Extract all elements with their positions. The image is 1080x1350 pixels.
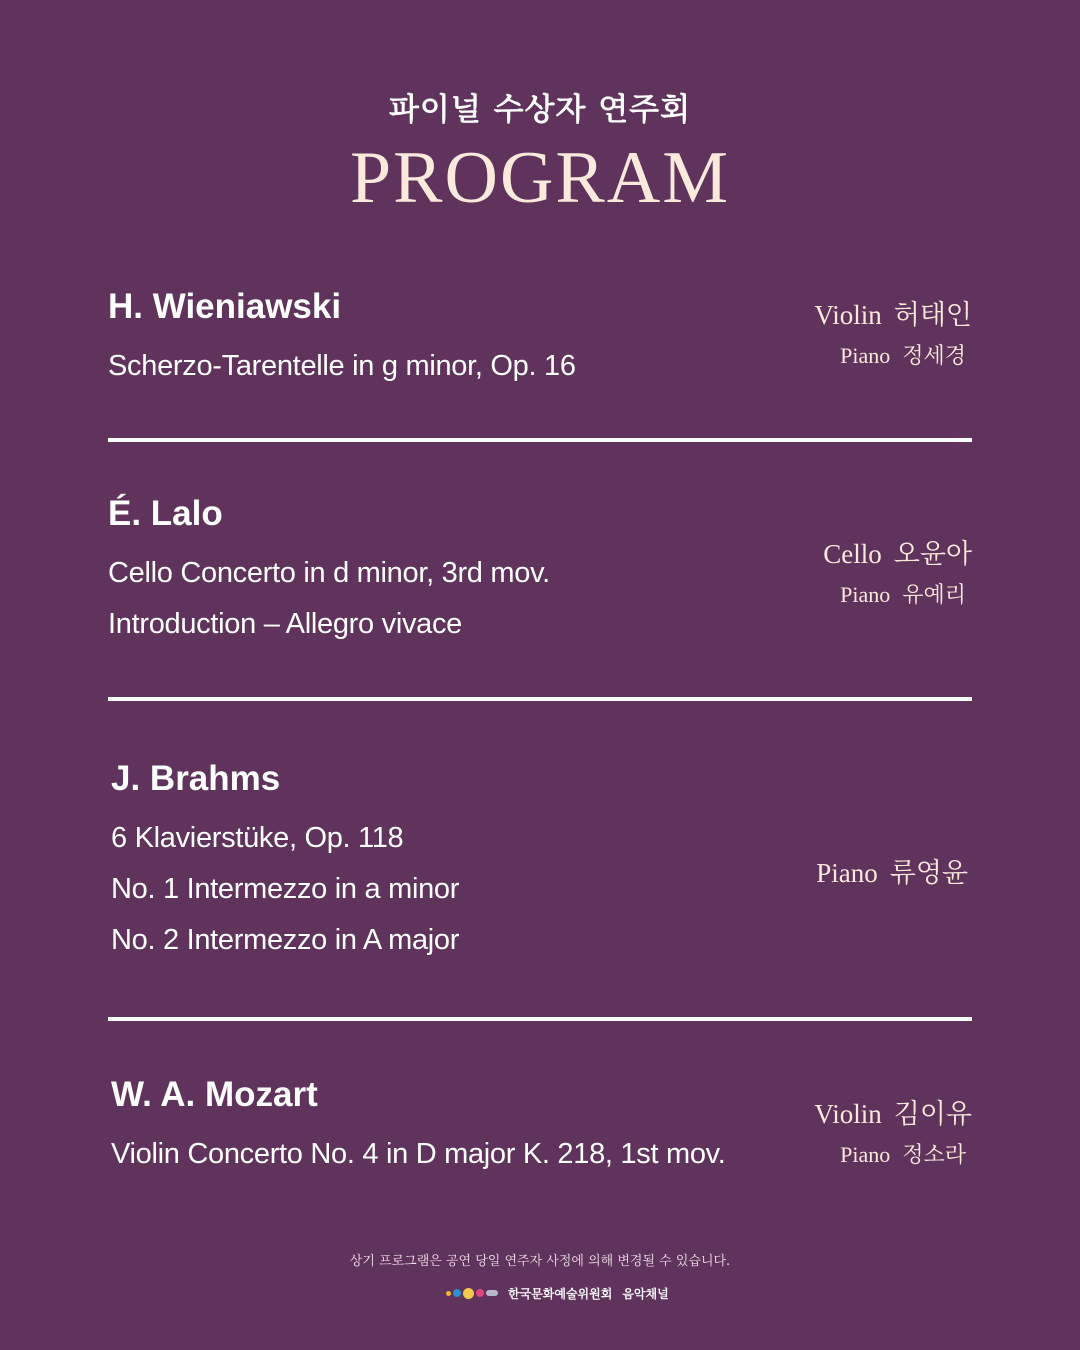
performer-row xyxy=(712,855,972,892)
instrument-label: Violin xyxy=(814,1099,882,1129)
performer-row xyxy=(712,577,972,614)
composer-name: H. Wieniawski xyxy=(108,287,342,326)
work-title: 6 Klavierstüke, Op. 118 xyxy=(111,822,404,854)
instrument-label: Piano xyxy=(816,858,878,888)
performer-name: 김이유 xyxy=(893,1099,972,1130)
piece-brahms xyxy=(111,759,811,966)
section-divider xyxy=(108,697,972,701)
performers-brahms xyxy=(712,855,972,892)
performers-wieniawski xyxy=(712,297,972,375)
piece-lalo xyxy=(108,494,808,650)
performer-row xyxy=(712,1137,972,1174)
composer-name: W. A. Mozart xyxy=(111,1075,318,1114)
work-subtitle: Introduction – Allegro vivace xyxy=(108,608,463,640)
performers-mozart xyxy=(712,1096,972,1174)
composer-name: É. Lalo xyxy=(108,494,223,533)
program-title: PROGRAM xyxy=(350,137,730,219)
instrument-label: Piano xyxy=(840,343,891,368)
sponsor-logos xyxy=(446,1283,669,1303)
work-title: Scherzo-Tarentelle in g minor, Op. 16 xyxy=(108,350,576,382)
performer-name: 정세경 xyxy=(902,344,966,369)
performers-lalo xyxy=(712,536,972,614)
music-channel-logo: 음악채널 xyxy=(622,1286,669,1301)
performer-name: 류영윤 xyxy=(889,858,968,889)
section-divider xyxy=(108,1017,972,1021)
instrument-label: Piano xyxy=(840,1142,891,1167)
piece-mozart xyxy=(111,1075,811,1180)
program-subtitle: 파이널 수상자 연주회 xyxy=(388,92,692,128)
performer-row xyxy=(712,1096,972,1133)
performer-name: 오윤아 xyxy=(893,539,972,570)
piece-wieniawski xyxy=(108,287,808,392)
work-title: Cello Concerto in d minor, 3rd mov. xyxy=(108,557,550,589)
disclaimer-note: 상기 프로그램은 공연 당일 연주자 사정에 의해 변경될 수 있습니다. xyxy=(349,1254,731,1269)
work-title: Violin Concerto No. 4 in D major K. 218, 1st mov. xyxy=(111,1138,726,1170)
performer-name: 유예리 xyxy=(902,583,966,608)
instrument-label: Cello xyxy=(823,539,882,569)
instrument-label: Violin xyxy=(814,300,882,330)
performer-name: 정소라 xyxy=(902,1143,966,1168)
performer-row xyxy=(712,536,972,573)
performer-row xyxy=(712,338,972,375)
work-item: No. 2 Intermezzo in A major xyxy=(111,924,460,956)
instrument-label: Piano xyxy=(840,582,891,607)
work-item: No. 1 Intermezzo in a minor xyxy=(111,873,460,905)
performer-row xyxy=(712,297,972,334)
composer-name: J. Brahms xyxy=(111,759,281,798)
section-divider xyxy=(108,438,972,442)
arts-council-logo-text: 한국문화예술위원회 xyxy=(508,1286,613,1301)
performer-name: 허태인 xyxy=(893,300,972,331)
arts-council-logo-icon xyxy=(446,1288,498,1299)
